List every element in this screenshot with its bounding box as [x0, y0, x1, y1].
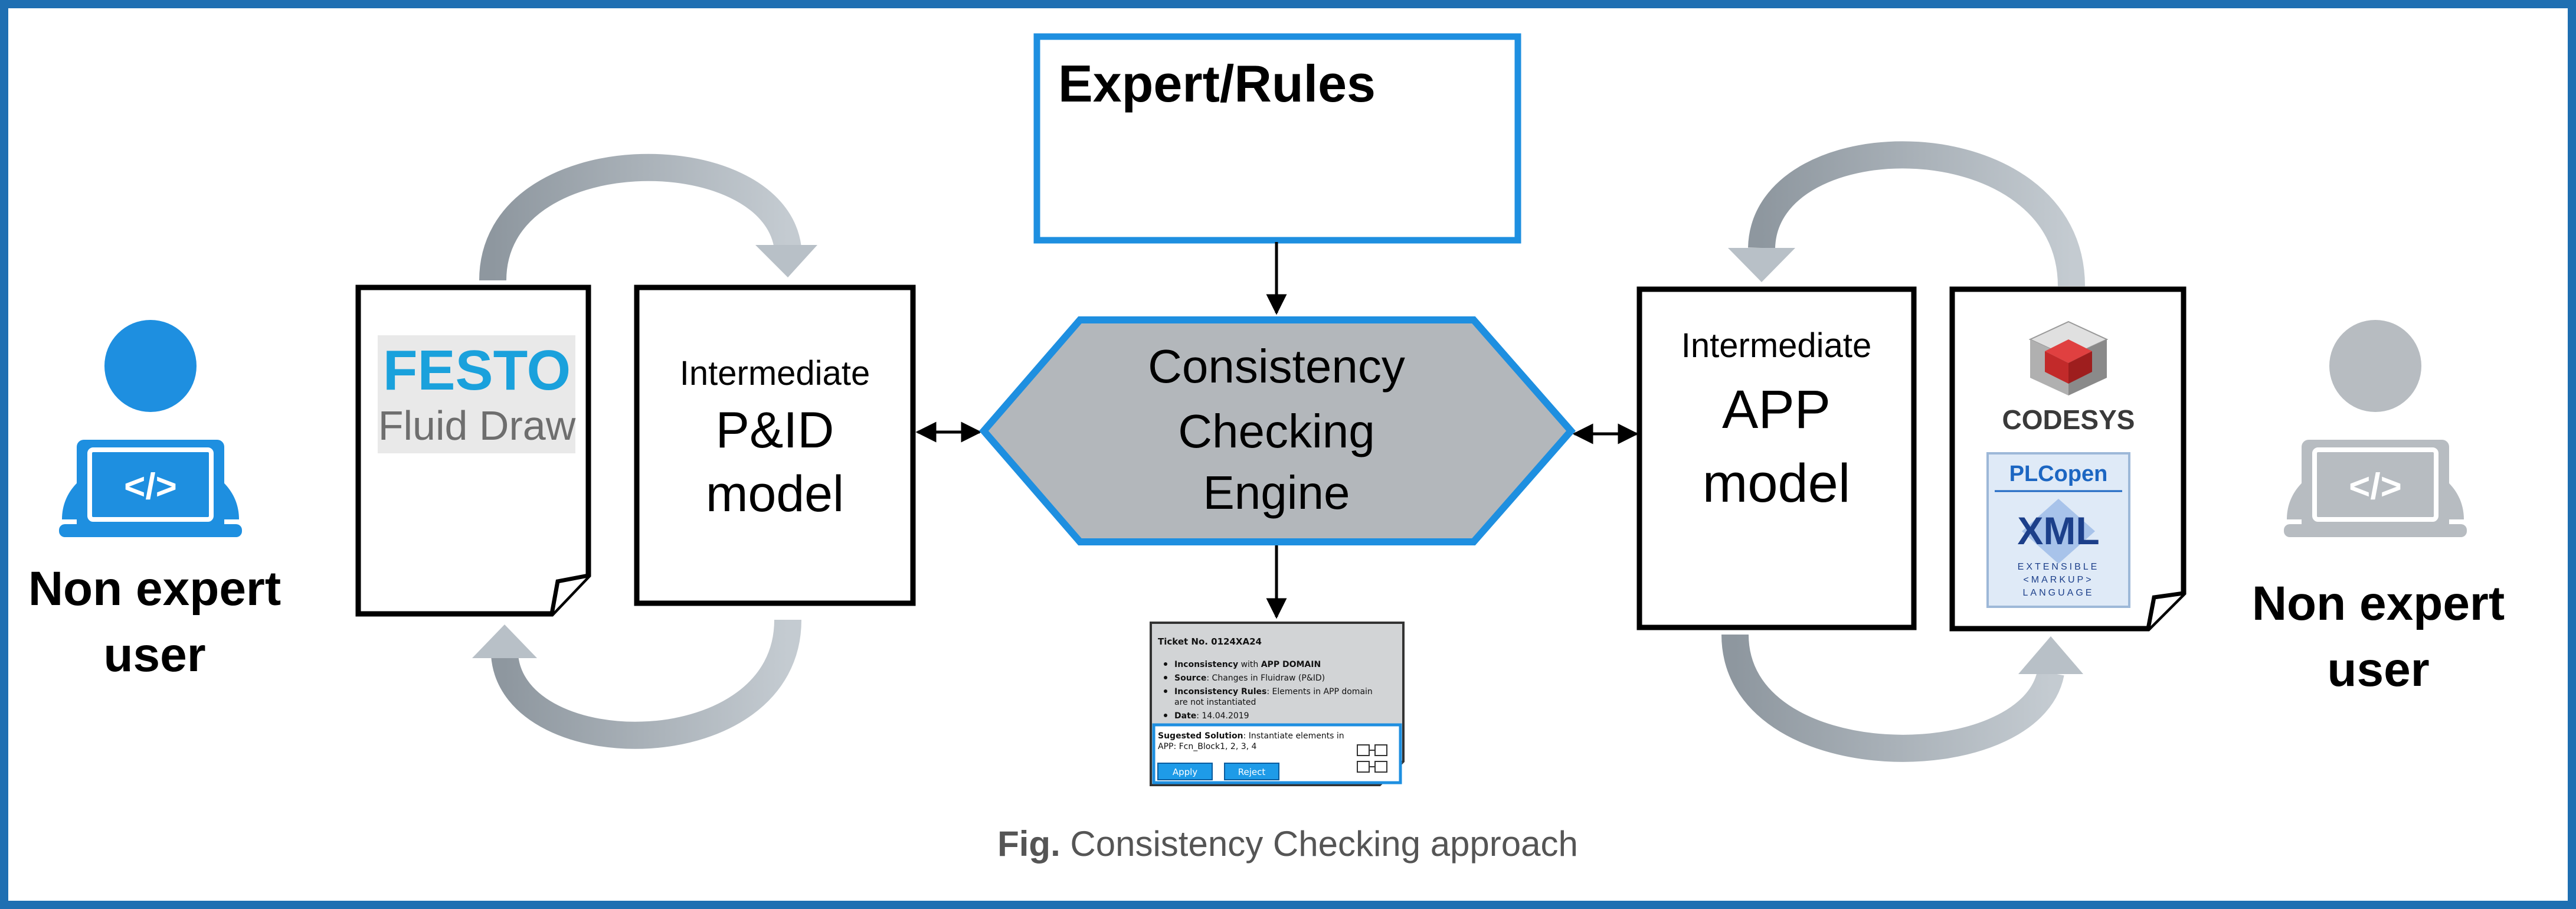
code-icon: </> — [2349, 466, 2402, 507]
app-model-box[interactable] — [1639, 289, 1914, 627]
xml-sub-2: <MARKUP> — [2023, 575, 2094, 585]
right-user-label: Non expert — [2251, 577, 2505, 630]
right-user-icon — [2284, 320, 2467, 537]
consistency-checking-engine[interactable] — [984, 320, 1571, 542]
fluid-draw-label: Fluid Draw — [378, 403, 576, 449]
pid-model-label-1: Intermediate — [679, 354, 870, 393]
festo-document[interactable] — [358, 287, 588, 614]
right-bottom-cycle-arrow — [1735, 635, 2083, 748]
left-user-label-2: user — [103, 628, 206, 682]
pid-model-box[interactable] — [637, 287, 913, 603]
left-user-label: Non expert — [28, 562, 282, 616]
reject-button[interactable] — [1225, 763, 1279, 780]
pid-model-label-2: P&ID — [715, 402, 834, 459]
right-user-label-2: user — [2327, 643, 2430, 697]
engine-label-3: Engine — [1203, 466, 1350, 519]
codesys-document[interactable] — [1952, 289, 2184, 629]
apply-button[interactable] — [1158, 763, 1212, 780]
xml-logo: XML — [2017, 509, 2100, 552]
app-model-label-2: APP — [1721, 380, 1831, 440]
ticket-document[interactable] — [1151, 623, 1403, 785]
expert-rules-title: Expert/Rules — [1058, 54, 1376, 113]
festo-logo: FESTO — [382, 339, 571, 402]
svg-text:Sugested Solution: Instantiate: Sugested Solution: Instantiate elements in — [1158, 731, 1344, 741]
xml-sub-3: LANGUAGE — [2022, 588, 2094, 598]
engine-label-2: Checking — [1178, 405, 1375, 457]
left-bottom-cycle-arrow — [472, 620, 788, 735]
right-top-cycle-arrow — [1728, 155, 2071, 286]
left-user-icon — [59, 320, 242, 537]
app-model-label-1: Intermediate — [1681, 326, 1872, 365]
svg-text:Date: 14.04.2019: Date: 14.04.2019 — [1174, 711, 1249, 721]
plcopen-logo: PLCopen — [2009, 462, 2108, 486]
svg-text:Inconsistency Rules: Elements: Inconsistency Rules: Elements in APP domain — [1174, 687, 1373, 697]
svg-text:Source: Changes in Fluidraw (P: Source: Changes in Fluidraw (P&ID) — [1174, 673, 1325, 683]
xml-sub-1: EXTENSIBLE — [2017, 562, 2100, 572]
left-top-cycle-arrow — [493, 168, 817, 280]
svg-text:Apply: Apply — [1172, 767, 1198, 777]
pid-model-label-3: model — [705, 466, 845, 522]
svg-text:Reject: Reject — [1238, 767, 1266, 777]
ticket-number: Ticket No. 0124XA24 — [1158, 636, 1262, 647]
codesys-logo: CODESYS — [2002, 404, 2135, 435]
engine-label-1: Consistency — [1148, 340, 1405, 393]
svg-text:APP: Fcn_Block1, 2, 3, 4: APP: Fcn_Block1, 2, 3, 4 — [1158, 742, 1257, 751]
figure-caption: Fig. Consistency Checking approach — [997, 824, 1578, 864]
code-icon: </> — [124, 466, 177, 507]
app-model-label-3: model — [1702, 453, 1851, 514]
svg-text:Inconsistency with APP DOMAIN: Inconsistency with APP DOMAIN — [1174, 660, 1321, 669]
expert-rules-box[interactable] — [1037, 37, 1518, 240]
svg-text:are not instantiated: are not instantiated — [1174, 698, 1256, 707]
